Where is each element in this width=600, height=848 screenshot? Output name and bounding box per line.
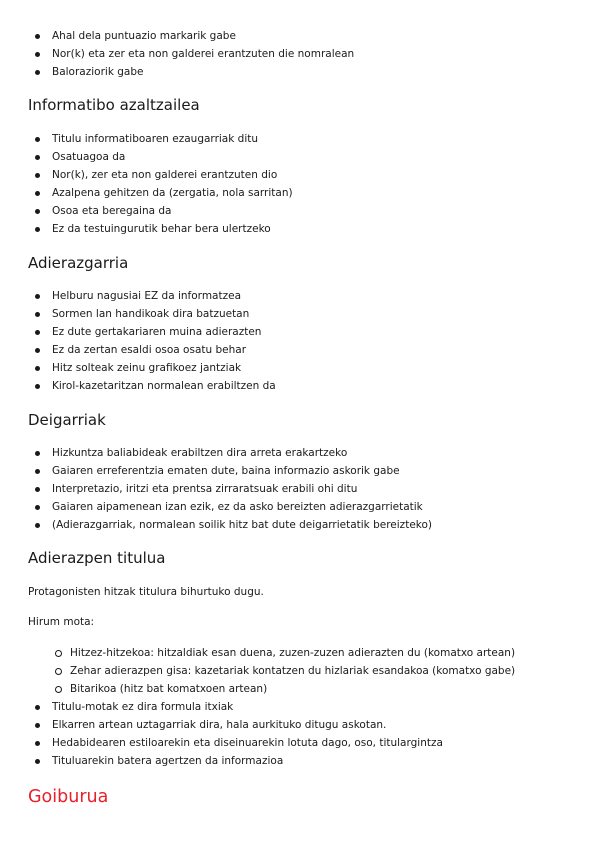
bullet-icon xyxy=(35,155,40,160)
deigarriak-list xyxy=(0,444,600,534)
paragraph-protagonisten: Protagonisten hitzak titulura bihurtuko dugu. xyxy=(28,586,264,598)
list-item: (Adierazgarriak, normalean soilik hitz bat dute deigarrietatik bereizteko) xyxy=(0,516,600,534)
list-item: Ez da testuingurutik behar bera ulertzeko xyxy=(0,220,600,238)
list-item: Nor(k) eta zer eta non galderei erantzuten die nomralean xyxy=(0,45,600,63)
bullet-icon xyxy=(35,227,40,232)
bullet-icon xyxy=(35,191,40,196)
bullet-icon xyxy=(35,173,40,178)
bullet-icon xyxy=(35,451,40,456)
sub-list-item: Bitarikoa (hitz bat komatxoen artean) xyxy=(0,680,600,698)
list-item: Titulu-motak ez dira formula itxiak xyxy=(0,698,600,716)
sub-list-item: Zehar adierazpen gisa: kazetariak kontatzen du hizlariak esandakoa (komatxo gabe) xyxy=(0,662,600,680)
list-item: Ahal dela puntuazio markarik gabe xyxy=(0,27,600,45)
section-heading-informatibo: Informatibo azaltzailea xyxy=(28,96,200,114)
bullet-icon xyxy=(35,366,40,371)
circle-bullet-icon xyxy=(55,668,62,675)
list-item: Tituluarekin batera agertzen da informazioa xyxy=(0,752,600,770)
list-item: Hitz solteak zeinu grafikoez jantziak xyxy=(0,359,600,377)
list-item: Hizkuntza baliabideak erabiltzen dira arreta erakartzeko xyxy=(0,444,600,462)
list-item: Baloraziorik gabe xyxy=(0,63,600,81)
list-item: Hedabidearen estiloarekin eta diseinuarekin lotuta dago, oso, titulargintza xyxy=(0,734,600,752)
list-item: Ez da zertan esaldi osoa osatu behar xyxy=(0,341,600,359)
list-item: Sormen lan handikoak dira batzuetan xyxy=(0,305,600,323)
list-item: Kirol-kazetaritzan normalean erabiltzen da xyxy=(0,377,600,395)
adierazgarria-list xyxy=(0,287,600,395)
top-bullet-list xyxy=(0,27,600,81)
bullet-icon xyxy=(35,384,40,389)
bullet-icon xyxy=(35,137,40,142)
bullet-icon xyxy=(35,209,40,214)
circle-bullet-icon xyxy=(55,650,62,657)
bullet-icon xyxy=(35,705,40,710)
bullet-icon xyxy=(35,741,40,746)
paragraph-hirum-mota: Hirum mota: xyxy=(28,616,95,628)
informatibo-list xyxy=(0,130,600,238)
list-item: Gaiaren aipamenean izan ezik, ez da asko bereizten adierazgarrietatik xyxy=(0,498,600,516)
list-item: Interpretazio, iritzi eta prentsa zirraratsuak erabili ohi ditu xyxy=(0,480,600,498)
list-item: Ez dute gertakariaren muina adierazten xyxy=(0,323,600,341)
list-item: Elkarren artean uztagarriak dira, hala aurkituko ditugu askotan. xyxy=(0,716,600,734)
list-item: Helburu nagusiai EZ da informatzea xyxy=(0,287,600,305)
list-item: Nor(k), zer eta non galderei erantzuten dio xyxy=(0,166,600,184)
list-item: Osatuagoa da xyxy=(0,148,600,166)
bullet-icon xyxy=(35,34,40,39)
bullet-icon xyxy=(35,312,40,317)
list-item: Osoa eta beregaina da xyxy=(0,202,600,220)
bullet-icon xyxy=(35,505,40,510)
bullet-icon xyxy=(35,759,40,764)
sub-list-item: Hitzez-hitzekoa: hitzaldiak esan duena, zuzen-zuzen adierazten du (komatxo artean) xyxy=(0,644,600,662)
bullet-icon xyxy=(35,330,40,335)
bullet-icon xyxy=(35,348,40,353)
circle-bullet-icon xyxy=(55,686,62,693)
bullet-icon xyxy=(35,469,40,474)
bullet-icon xyxy=(35,487,40,492)
bullet-icon xyxy=(35,70,40,75)
section-heading-goiburua: Goiburua xyxy=(28,787,109,807)
list-item: Azalpena gehitzen da (zergatia, nola sarritan) xyxy=(0,184,600,202)
section-heading-deigarriak: Deigarriak xyxy=(28,411,106,429)
adierazpen-list xyxy=(0,644,600,770)
bullet-icon xyxy=(35,523,40,528)
list-item: Titulu informatiboaren ezaugarriak ditu xyxy=(0,130,600,148)
list-item: Gaiaren erreferentzia ematen dute, baina informazio askorik gabe xyxy=(0,462,600,480)
bullet-icon xyxy=(35,294,40,299)
bullet-icon xyxy=(35,723,40,728)
section-heading-adierazgarria: Adierazgarria xyxy=(28,254,129,272)
bullet-icon xyxy=(35,52,40,57)
section-heading-adierazpen: Adierazpen titulua xyxy=(28,549,166,567)
